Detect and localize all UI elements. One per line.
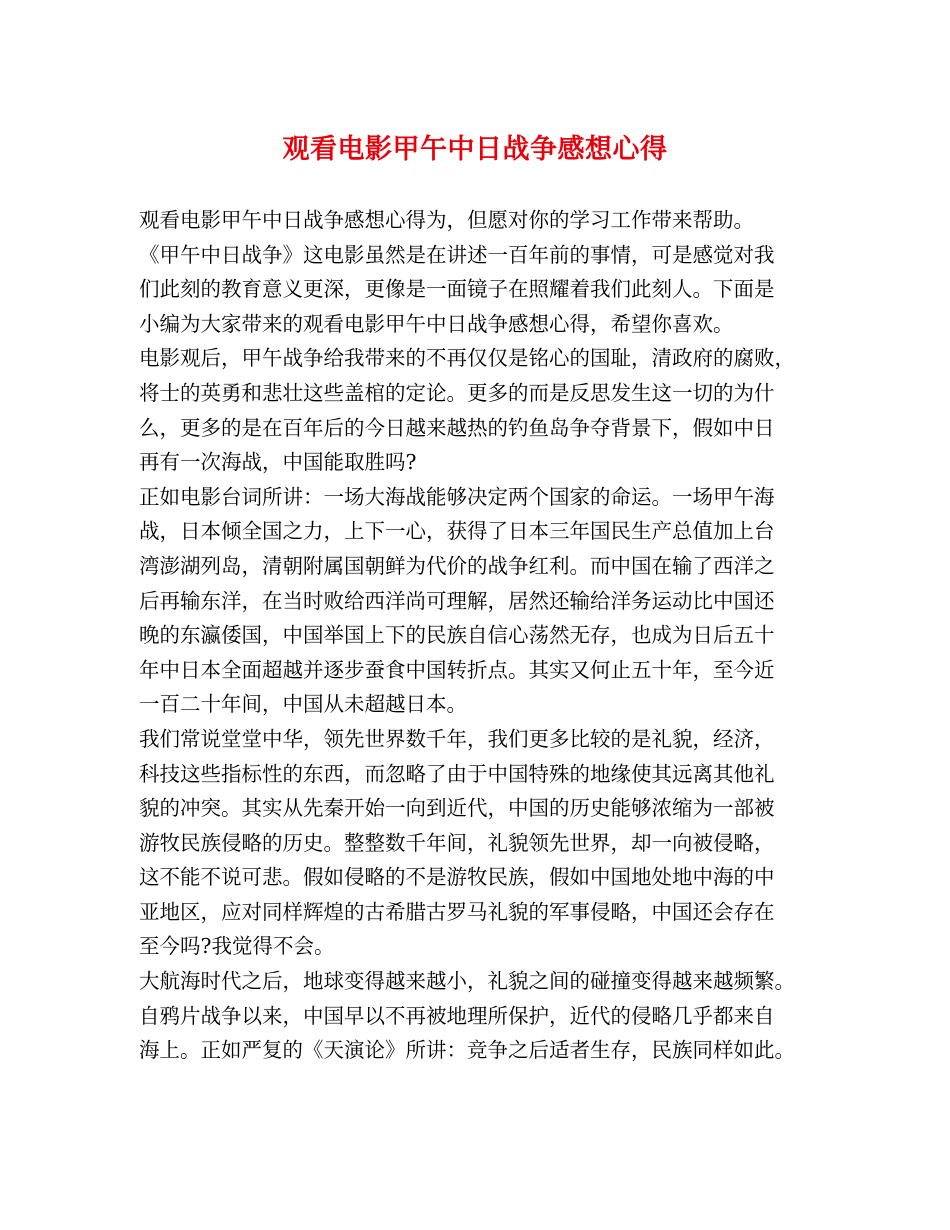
body-line: 正如电影台词所讲：一场大海战能够决定两个国家的命运。一场甲午海 (139, 484, 775, 509)
document-title: 观看电影甲午中日战争感想心得 (282, 134, 668, 165)
document-body (139, 203, 829, 1068)
body-line: 湾澎湖列岛，清朝附属国朝鲜为代价的战争红利。而中国在输了西洋之 (139, 553, 775, 578)
body-line: 么，更多的是在百年后的今日越来越热的钓鱼岛争夺背景下，假如中日 (139, 415, 775, 440)
body-line: 再有一次海战，中国能取胜吗? (139, 450, 417, 475)
body-line: 《甲午中日战争》这电影虽然是在讲述一百年前的事情，可是感觉对我 (139, 242, 775, 267)
body-line: 科技这些指标性的东西，而忽略了由于中国特殊的地缘使其远离其他礼 (139, 761, 775, 786)
body-line: 年中日本全面超越并逐步蚕食中国转折点。其实又何止五十年，至今近 (139, 657, 775, 682)
body-line: 电影观后，甲午战争给我带来的不再仅仅是铭心的国耻，清政府的腐败， (139, 346, 795, 371)
body-line: 海上。正如严复的《天演论》所讲：竞争之后适者生存，民族同样如此。 (139, 1038, 795, 1063)
body-line: 们此刻的教育意义更深，更像是一面镜子在照耀着我们此刻人。下面是 (139, 277, 775, 302)
body-line: 后再输东洋，在当时败给西洋尚可理解，居然还输给洋务运动比中国还 (139, 588, 775, 613)
body-line: 晚的东瀛倭国，中国举国上下的民族自信心荡然无存，也成为日后五十 (139, 623, 775, 648)
body-line: 小编为大家带来的观看电影甲午中日战争感想心得，希望你喜欢。 (139, 311, 734, 336)
body-line: 这不能不说可悲。假如侵略的不是游牧民族，假如中国地处地中海的中 (139, 865, 775, 890)
body-line: 我们常说堂堂中华，领先世界数千年，我们更多比较的是礼貌，经济， (139, 726, 775, 751)
body-line: 将士的英勇和悲壮这些盖棺的定论。更多的而是反思发生这一切的为什 (139, 380, 775, 405)
body-line: 至今吗?我觉得不会。 (139, 934, 335, 959)
body-line: 战，日本倾全国之力，上下一心，获得了日本三年国民生产总值加上台 (139, 519, 775, 544)
body-line: 观看电影甲午中日战争感想心得为，但愿对你的学习工作带来帮助。 (139, 208, 754, 232)
body-line: 一百二十年间，中国从未超越日本。 (139, 692, 467, 717)
body-line: 自鸦片战争以来，中国早以不再被地理所保护，近代的侵略几乎都来自 (139, 1003, 775, 1028)
body-line: 亚地区，应对同样辉煌的古希腊古罗马礼貌的军事侵略，中国还会存在 (139, 899, 775, 924)
body-line: 貌的冲突。其实从先秦开始一向到近代，中国的历史能够浓缩为一部被 (139, 796, 775, 821)
body-line: 大航海时代之后，地球变得越来越小，礼貌之间的碰撞变得越来越频繁。 (139, 969, 795, 994)
body-line: 游牧民族侵略的历史。整整数千年间，礼貌领先世界，却一向被侵略， (139, 830, 775, 855)
